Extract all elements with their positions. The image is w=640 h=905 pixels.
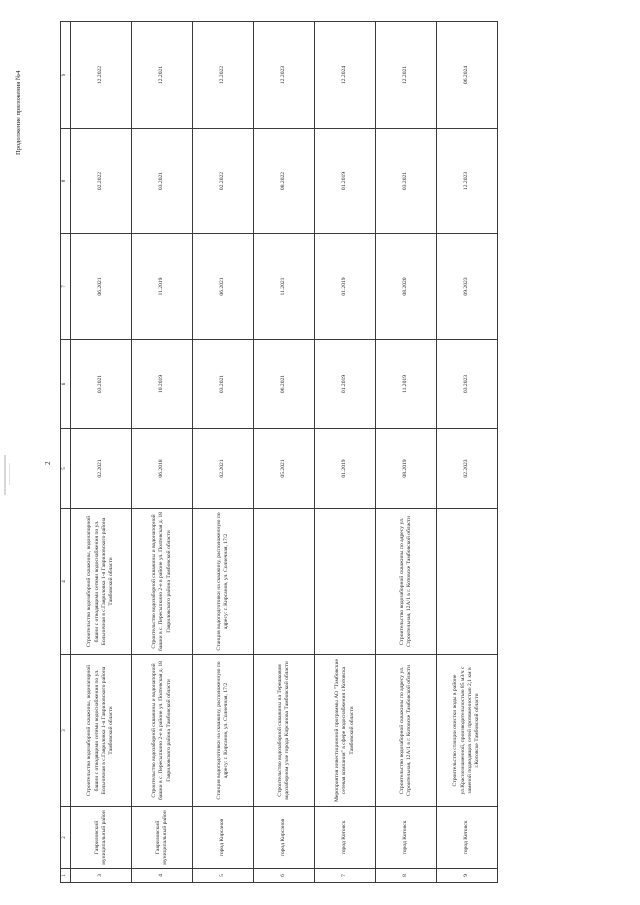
row-number: 8	[376, 869, 437, 883]
row-number: 9	[437, 869, 498, 883]
page-number: 2	[44, 461, 52, 465]
object-cell: Строительство водозаборной скважины, водонапорной башни с отводящими сетями водоснабжения по ул. Больничная в с.Гавриловка 1-я Гавриловского района Тамбовской области	[71, 509, 132, 655]
district-cell: город Котовск	[315, 807, 376, 869]
date-cell: 03.2021	[376, 129, 437, 234]
date-cell: 01.2019	[315, 340, 376, 429]
row-number: 5	[193, 869, 254, 883]
date-cell: 06.2018	[132, 429, 193, 509]
measure-cell: Строительство водозаборной скважины по адресу ул. Строительная, 12А/1 в г. Котовске Тамбовской области	[376, 655, 437, 807]
column-header: 6	[61, 340, 71, 429]
district-cell: город Котовск	[376, 807, 437, 869]
column-header: 8	[61, 129, 71, 234]
object-cell	[437, 509, 498, 655]
column-header: 5	[61, 429, 71, 509]
date-cell: 06.2024	[437, 22, 498, 129]
schedule-table	[60, 21, 498, 883]
object-cell	[315, 509, 376, 655]
scan-artifact	[4, 455, 6, 495]
date-cell: 10.2019	[132, 340, 193, 429]
date-cell: 03.2021	[132, 129, 193, 234]
date-cell: 11.2019	[376, 340, 437, 429]
continuation-note: Продолжение приложения №4	[15, 70, 22, 155]
measure-cell: Строительство водозаборной скважины на Терешковом водозаборном узле города Кирсанова Тамбовской области	[254, 655, 315, 807]
date-cell: 12.2022	[71, 22, 132, 129]
date-cell: 02.2022	[193, 129, 254, 234]
date-cell: 02.2023	[437, 429, 498, 509]
date-cell: 03.2021	[193, 340, 254, 429]
table-row	[132, 22, 193, 883]
column-header: 2	[61, 807, 71, 869]
row-number: 4	[132, 869, 193, 883]
date-cell: 08.2020	[376, 234, 437, 340]
row-number: 6	[254, 869, 315, 883]
scan-artifact	[9, 463, 10, 485]
date-cell: 12.2023	[254, 22, 315, 129]
column-header: 9	[61, 22, 71, 129]
measure-cell: Мероприятия инвестиционной программы АО "Тамбовские сетевая компания" в сфере водоснабжения г.Котовска Тамбовской области	[315, 655, 376, 807]
table-row	[254, 22, 315, 883]
object-cell: Строительство водозаборной скважины и водонапорной башни в с. Пересыпкино 2-е в районе ул. Полтевская д. 18 Гавриловского района Тамбовской области	[132, 509, 193, 655]
date-cell: 11.2019	[132, 234, 193, 340]
date-cell: 08.2022	[254, 129, 315, 234]
column-header: 3	[61, 655, 71, 807]
table-row	[376, 22, 437, 883]
measure-cell: Строительство водозаборной скважины и водонапорной башни в с. Пересыпкино 2-е в районе ул. Полтевская д. 18 Гавриловского района Тамбовской области	[132, 655, 193, 807]
date-cell: 02.2021	[71, 429, 132, 509]
date-cell: 02.2022	[71, 129, 132, 234]
measure-cell: Станция водоподготовки на скважину, расположенную по адресу: г. Кирсанов, ул. Солнечная, 17/2	[193, 655, 254, 807]
date-cell: 11.2021	[254, 234, 315, 340]
date-cell: 03.2021	[71, 340, 132, 429]
district-cell: Гавриловский муниципальный район	[132, 807, 193, 869]
district-cell: город Кирсанов	[193, 807, 254, 869]
row-number: 3	[71, 869, 132, 883]
date-cell: 01.2019	[315, 234, 376, 340]
table-row	[193, 22, 254, 883]
date-cell: 01.2019	[315, 429, 376, 509]
column-header: 7	[61, 234, 71, 340]
date-cell: 08.2019	[376, 429, 437, 509]
table-row	[71, 22, 132, 883]
object-cell	[254, 509, 315, 655]
date-cell: 12.2024	[315, 22, 376, 129]
measure-cell: Строительство водозаборной скважины, водонапорной башни с отводящими сетями водоснабжения по ул. Больничная в с.Гавриловка 1-я Гавриловского района Тамбовской области	[71, 655, 132, 807]
date-cell: 12.2021	[376, 22, 437, 129]
date-cell: 12.2022	[193, 22, 254, 129]
table-row	[437, 22, 498, 883]
column-header: 4	[61, 509, 71, 655]
date-cell: 06.2021	[254, 340, 315, 429]
date-cell: 06.2021	[71, 234, 132, 340]
header-row	[61, 22, 71, 883]
date-cell: 01.2019	[315, 129, 376, 234]
date-cell: 12.2023	[437, 129, 498, 234]
object-cell: Станция водоподготовки на скважину, расположенную по адресу: г. Кирсанов, ул. Солнечная, 17/2	[193, 509, 254, 655]
district-cell: Гавриловский муниципальный район	[71, 807, 132, 869]
date-cell: 03.2023	[437, 340, 498, 429]
table-row	[315, 22, 376, 883]
date-cell: 02.2021	[193, 429, 254, 509]
measure-cell: Строительство станции очистки воды в районе ул.Краснознаменной, производительностью 85 м3/ч с заменой подводящих сетей протяженностью 2,1 км в г.Котовске Тамбовской области	[437, 655, 498, 807]
district-cell: город Котовск	[437, 807, 498, 869]
date-cell: 05.2021	[254, 429, 315, 509]
row-number: 7	[315, 869, 376, 883]
district-cell: город Кирсанов	[254, 807, 315, 869]
date-cell: 09.2023	[437, 234, 498, 340]
date-cell: 12.2021	[132, 22, 193, 129]
date-cell: 06.2021	[193, 234, 254, 340]
object-cell: Строительство водозаборной скважины по адресу ул. Строительная, 12А/1 в г. Котовске Тамбовской области	[376, 509, 437, 655]
column-header: 1	[61, 869, 71, 883]
